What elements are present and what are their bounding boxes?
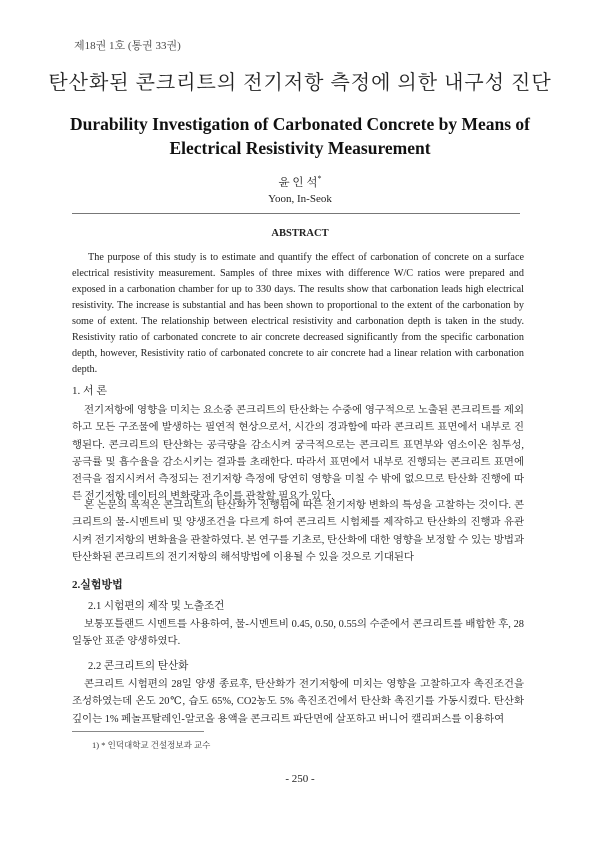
footnote: 1) * 인덕대학교 건설정보과 교수 <box>92 740 211 750</box>
abstract-text: The purpose of this study is to estimate and quantify the effect of carbonation of concrete on a surface electrical resistivity measurement. Samples of three mixes with difference W/C ratios were prepared and exposed in a carbonation chamber for up to 330 days. The results show that carbonation leads high electrical resistivity. The increase is substantial and has been shown to proportional to the extent of the carbonation by some of extent. The relationship between electrical resistivity and carbonation depth is taken in the study. Resistivity ratio of carbonated concrete to air concrete decreased significantly from the specific carbonation depth, however, Resistivity ratio of carbonated concrete to air concrete had a linear relation with carbonation depth. <box>72 252 524 375</box>
journal-header: 제18권 1호 (통권 33권) <box>74 40 181 52</box>
page-number: - 250 - <box>285 773 315 785</box>
subsection-2-1-text: 보통포틀랜드 시멘트를 사용하여, 물-시멘트비 0.45, 0.50, 0.55의 수준에서 콘크리트를 배합한 후, 28일동안 표준 양생하였다. <box>72 619 524 648</box>
author-english: Yoon, In-Seok <box>268 193 332 205</box>
subsection-2-1-heading: 2.1 시험편의 제작 및 노출조건 <box>88 601 225 612</box>
abstract-heading: ABSTRACT <box>271 228 329 239</box>
subsection-2-2-text: 콘크리트 시험편의 28일 양생 종료후, 탄산화가 전기저항에 미치는 영향을 고찰하고자 촉진조건을 조성하였는데 온도 20℃, 습도 65%, CO2농도 5% 촉진조건에서 탄산화 촉진기를 가동시켰다. 탄산화 깊이는 1% 페놀프탈레인-알코올 용액을 콘크리트 파단면에 살포하고 버니어 캘리퍼스를 이용하여 <box>72 679 524 725</box>
author-footnote-mark: * <box>317 174 322 184</box>
title-english: Durability Investigation of Carbonated Concrete by Means of Electrical Resistivity Measurement <box>69 114 530 158</box>
title-divider <box>72 213 520 214</box>
author-korean <box>0 174 600 190</box>
subsection-2-2-heading: 2.2 콘크리트의 탄산화 <box>88 661 189 672</box>
footnote-divider <box>72 731 204 732</box>
title-korean: 탄산화된 콘크리트의 전기저항 측정에 의한 내구성 진단 <box>48 72 552 94</box>
section2-heading: 2.실험방법 <box>72 579 123 591</box>
section1-paragraph1: 전기저항에 영향을 미치는 요소중 콘크리트의 탄산화는 수중에 영구적으로 노출된 콘크리트를 제외하고 모든 구조물에 발생하는 필연적 현상으로서, 시간의 경과함에 따라 콘크리트 표면에서 내부로 진행된다. 콘크리트의 탄산화는 공극량을 감소시켜 궁극적으로는 콘크리트 표면부와 염소이온 침투성, 공극률 및 흡수율을 감소시키는 결과를 초래한다. 따라서 표면에서 내부로 진행되는 콘크리트 표면에 전극을 접지시켜서 측정되는 전기저항 측정에 당연히 영향을 미칠 수 밖에 없으므로 탄산화 진행에 따른 전기저항 데이터의 변화량과 추이를 관찰할 필요가 있다. <box>72 405 524 503</box>
section1-paragraph2: 본 논문의 목적은 콘크리트의 탄산화가 진행됨에 따른 전기저항 변화의 특성을 고찰하는 것이다. 콘크리트의 물-시멘트비 및 양생조건을 다르게 하여 콘크리트 시험체를 제작하고 탄산화의 진행과 유관시켜 전기저항의 변화율을 관찰하였다. 본 연구를 기초로, 탄산화에 대한 영향을 보정할 수 있는 방법과 탄산화된 콘크리트의 전기저항의 해석방법에 이용될 수 있을 것으로 기대된다 <box>72 500 524 563</box>
section1-heading: 1. 서 론 <box>72 385 108 397</box>
author-korean-name: 윤 인 석 <box>278 177 318 189</box>
